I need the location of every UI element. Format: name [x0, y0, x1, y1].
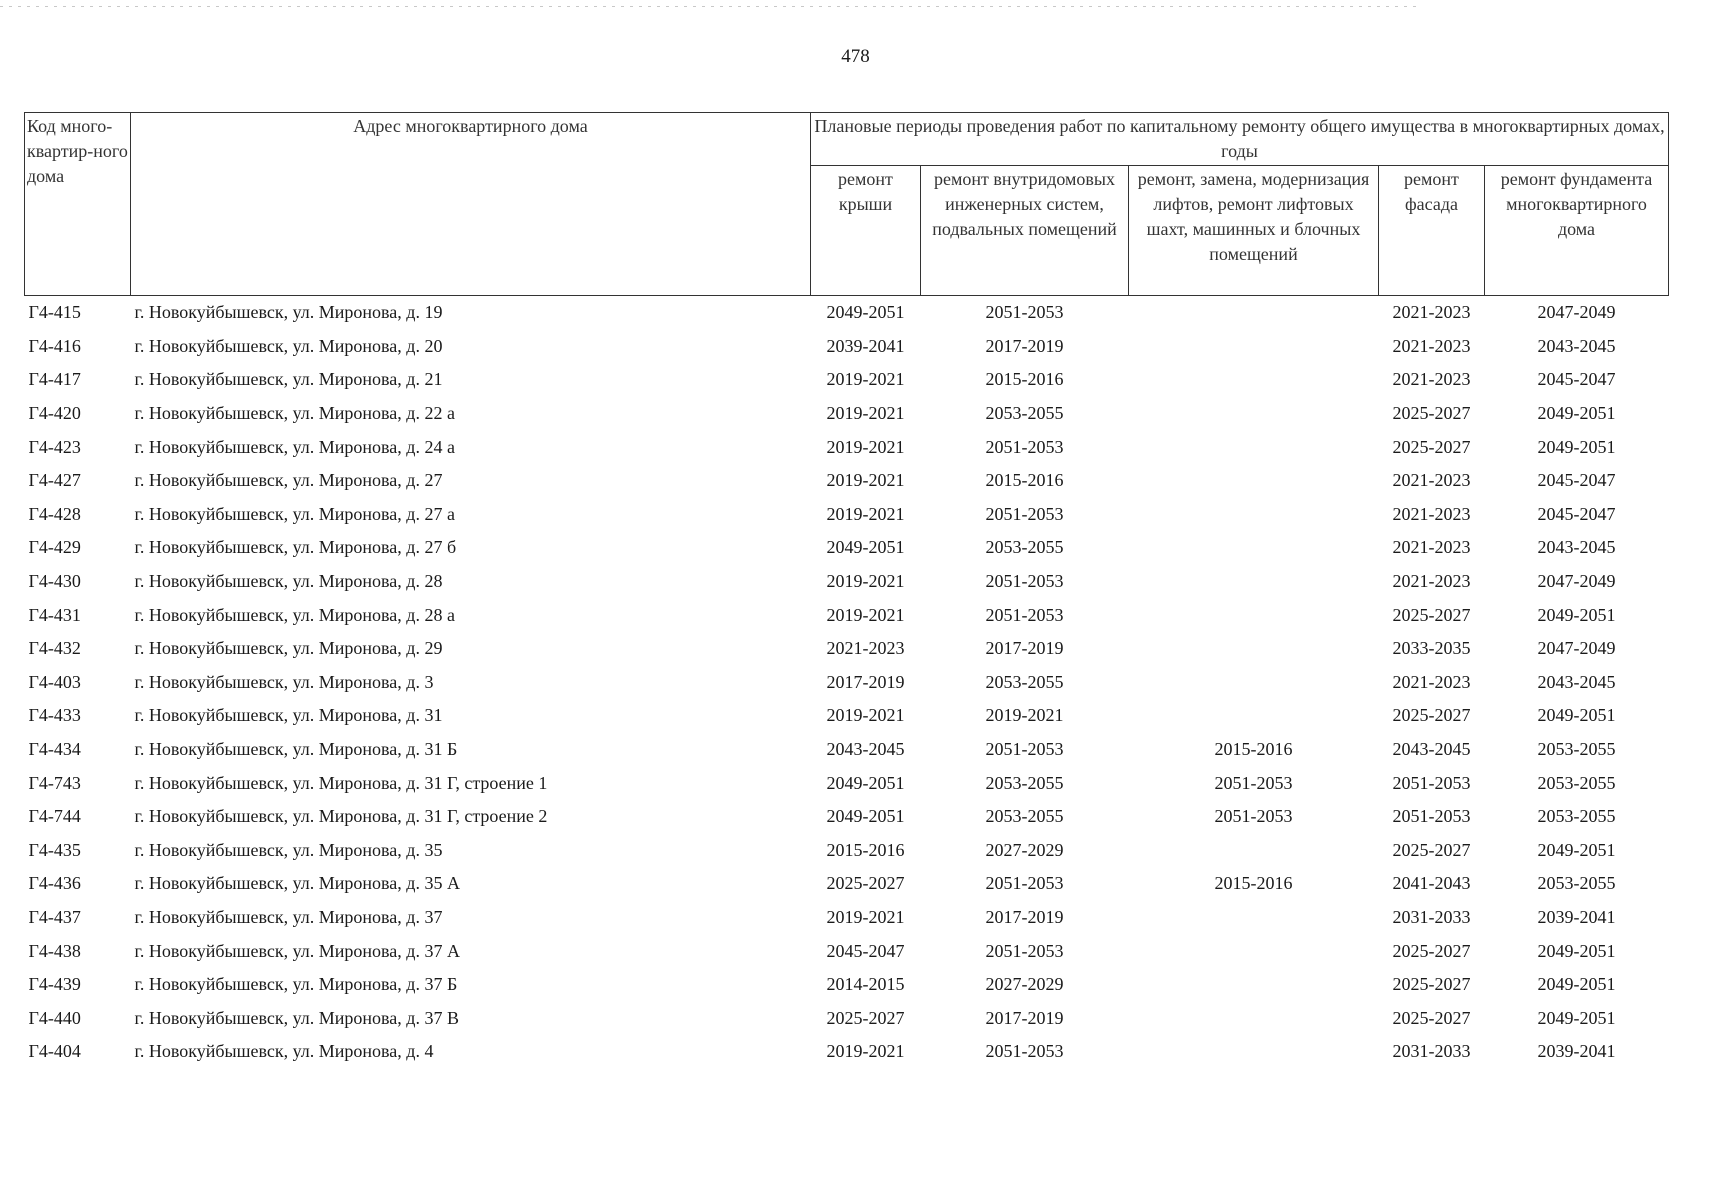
- cell-facade: 2021-2023: [1392, 470, 1471, 491]
- cell-systems: 2051-2053: [985, 302, 1064, 323]
- cell-systems: 2051-2053: [985, 503, 1064, 524]
- cell-systems: 2015-2016: [985, 470, 1064, 491]
- cell-address: г. Новокуйбышевск, ул. Миронова, д. 37: [134, 906, 443, 927]
- cell-foundation: 2053-2055: [1537, 873, 1616, 894]
- table-row: [25, 666, 1669, 700]
- cell-systems: 2019-2021: [985, 705, 1064, 726]
- table-row: [25, 498, 1669, 532]
- cell-facade: 2021-2023: [1392, 369, 1471, 390]
- table-row: [25, 363, 1669, 397]
- cell-systems: 2051-2053: [985, 604, 1064, 625]
- cell-address: г. Новокуйбышевск, ул. Миронова, д. 19: [134, 302, 443, 323]
- cell-roof: 2014-2015: [826, 974, 905, 995]
- header-elevators: ремонт, замена, модернизация лифтов, ремонт лифтовых шахт, машинных и блочных помещений: [1129, 166, 1379, 296]
- cell-systems: 2015-2016: [985, 369, 1064, 390]
- table-row: [25, 397, 1669, 431]
- cell-systems: 2053-2055: [985, 772, 1064, 793]
- cell-foundation: 2039-2041: [1537, 906, 1616, 927]
- cell-code: Г4-403: [28, 671, 81, 692]
- cell-address: г. Новокуйбышевск, ул. Миронова, д. 31 Г, строение 1: [134, 772, 548, 793]
- table-row: [25, 733, 1669, 767]
- cell-foundation: 2047-2049: [1537, 302, 1616, 323]
- cell-elevators: [1129, 430, 1379, 464]
- cell-facade: 2033-2035: [1392, 638, 1471, 659]
- cell-code: Г4-432: [28, 638, 81, 659]
- cell-foundation: 2043-2045: [1537, 335, 1616, 356]
- cell-foundation: 2049-2051: [1537, 403, 1616, 424]
- cell-roof: 2049-2051: [826, 772, 905, 793]
- cell-facade: 2043-2045: [1392, 739, 1471, 760]
- cell-elevators: [1129, 565, 1379, 599]
- cell-roof: 2019-2021: [826, 436, 905, 457]
- cell-foundation: 2047-2049: [1537, 571, 1616, 592]
- cell-code: Г4-436: [28, 873, 81, 894]
- header-systems: ремонт внутридомовых инженерных систем, подвальных помещений: [921, 166, 1129, 296]
- cell-facade: 2025-2027: [1392, 604, 1471, 625]
- cell-roof: 2017-2019: [826, 671, 905, 692]
- cell-systems: 2051-2053: [985, 940, 1064, 961]
- cell-elevators: 2051-2053: [1214, 772, 1293, 793]
- header-roof: ремонт крыши: [811, 166, 921, 296]
- cell-elevators: [1129, 397, 1379, 431]
- cell-address: г. Новокуйбышевск, ул. Миронова, д. 27: [134, 470, 443, 491]
- table-row: [25, 1035, 1669, 1069]
- cell-roof: 2019-2021: [826, 906, 905, 927]
- cell-roof: 2049-2051: [826, 302, 905, 323]
- cell-facade: 2051-2053: [1392, 806, 1471, 827]
- table-row: [25, 430, 1669, 464]
- cell-roof: 2019-2021: [826, 1041, 905, 1062]
- scan-artifact-line: [0, 6, 1420, 7]
- cell-elevators: [1129, 498, 1379, 532]
- table-row: [25, 565, 1669, 599]
- cell-roof: 2025-2027: [826, 1007, 905, 1028]
- cell-address: г. Новокуйбышевск, ул. Миронова, д. 27 а: [134, 503, 455, 524]
- cell-roof: 2021-2023: [826, 638, 905, 659]
- cell-facade: 2041-2043: [1392, 873, 1471, 894]
- cell-address: г. Новокуйбышевск, ул. Миронова, д. 21: [134, 369, 443, 390]
- cell-facade: 2031-2033: [1392, 906, 1471, 927]
- cell-facade: 2025-2027: [1392, 403, 1471, 424]
- cell-address: г. Новокуйбышевск, ул. Миронова, д. 31 Г, строение 2: [134, 806, 548, 827]
- cell-address: г. Новокуйбышевск, ул. Миронова, д. 4: [134, 1041, 434, 1062]
- cell-elevators: [1129, 1035, 1379, 1069]
- cell-facade: 2021-2023: [1392, 671, 1471, 692]
- cell-systems: 2053-2055: [985, 806, 1064, 827]
- cell-elevators: [1129, 330, 1379, 364]
- header-periods-group: Плановые периоды проведения работ по капитальному ремонту общего имущества в многоквартирных домах, годы: [811, 113, 1669, 166]
- cell-facade: 2025-2027: [1392, 974, 1471, 995]
- cell-facade: 2021-2023: [1392, 537, 1471, 558]
- cell-roof: 2019-2021: [826, 369, 905, 390]
- cell-address: г. Новокуйбышевск, ул. Миронова, д. 3: [134, 671, 434, 692]
- cell-facade: 2021-2023: [1392, 503, 1471, 524]
- cell-code: Г4-429: [28, 537, 81, 558]
- cell-facade: 2051-2053: [1392, 772, 1471, 793]
- table-row: [25, 1001, 1669, 1035]
- cell-foundation: 2047-2049: [1537, 638, 1616, 659]
- cell-facade: 2021-2023: [1392, 335, 1471, 356]
- cell-facade: 2025-2027: [1392, 839, 1471, 860]
- cell-foundation: 2053-2055: [1537, 806, 1616, 827]
- cell-elevators: [1129, 934, 1379, 968]
- cell-code: Г4-435: [28, 839, 81, 860]
- cell-systems: 2051-2053: [985, 436, 1064, 457]
- cell-roof: 2043-2045: [826, 739, 905, 760]
- cell-address: г. Новокуйбышевск, ул. Миронова, д. 37 А: [134, 940, 460, 961]
- cell-foundation: 2045-2047: [1537, 369, 1616, 390]
- cell-foundation: 2039-2041: [1537, 1041, 1616, 1062]
- cell-elevators: [1129, 632, 1379, 666]
- table-row: [25, 296, 1669, 330]
- cell-roof: 2025-2027: [826, 873, 905, 894]
- cell-code: Г4-744: [28, 806, 81, 827]
- cell-code: Г4-431: [28, 604, 81, 625]
- table-row: [25, 766, 1669, 800]
- header-facade: ремонт фасада: [1379, 166, 1485, 296]
- table-header: [25, 113, 1669, 296]
- cell-code: Г4-417: [28, 369, 81, 390]
- cell-code: Г4-433: [28, 705, 81, 726]
- cell-roof: 2015-2016: [826, 839, 905, 860]
- cell-roof: 2019-2021: [826, 571, 905, 592]
- table-row: [25, 330, 1669, 364]
- cell-foundation: 2049-2051: [1537, 839, 1616, 860]
- cell-foundation: 2049-2051: [1537, 974, 1616, 995]
- cell-code: Г4-420: [28, 403, 81, 424]
- cell-address: г. Новокуйбышевск, ул. Миронова, д. 35: [134, 839, 443, 860]
- table-row: [25, 968, 1669, 1002]
- cell-roof: 2049-2051: [826, 537, 905, 558]
- cell-foundation: 2049-2051: [1537, 604, 1616, 625]
- cell-facade: 2025-2027: [1392, 705, 1471, 726]
- cell-address: г. Новокуйбышевск, ул. Миронова, д. 20: [134, 335, 443, 356]
- table-row: [25, 531, 1669, 565]
- cell-foundation: 2053-2055: [1537, 772, 1616, 793]
- cell-roof: 2019-2021: [826, 604, 905, 625]
- table-row: [25, 464, 1669, 498]
- cell-foundation: 2049-2051: [1537, 1007, 1616, 1028]
- cell-address: г. Новокуйбышевск, ул. Миронова, д. 31 Б: [134, 739, 458, 760]
- cell-code: Г4-437: [28, 906, 81, 927]
- cell-address: г. Новокуйбышевск, ул. Миронова, д. 28: [134, 571, 443, 592]
- cell-code: Г4-440: [28, 1007, 81, 1028]
- table-row: [25, 598, 1669, 632]
- cell-facade: 2025-2027: [1392, 1007, 1471, 1028]
- cell-code: Г4-427: [28, 470, 81, 491]
- cell-address: г. Новокуйбышевск, ул. Миронова, д. 24 а: [134, 436, 455, 457]
- cell-elevators: [1129, 464, 1379, 498]
- cell-roof: 2019-2021: [826, 470, 905, 491]
- cell-elevators: [1129, 901, 1379, 935]
- cell-code: Г4-439: [28, 974, 81, 995]
- cell-elevators: [1129, 598, 1379, 632]
- table-row: [25, 934, 1669, 968]
- cell-address: г. Новокуйбышевск, ул. Миронова, д. 27 б: [134, 537, 457, 558]
- cell-address: г. Новокуйбышевск, ул. Миронова, д. 28 а: [134, 604, 455, 625]
- cell-code: Г4-743: [28, 772, 81, 793]
- cell-systems: 2053-2055: [985, 403, 1064, 424]
- table-row: [25, 632, 1669, 666]
- cell-facade: 2021-2023: [1392, 302, 1471, 323]
- header-code: Код много-квартир-ного дома: [25, 113, 131, 296]
- cell-systems: 2017-2019: [985, 906, 1064, 927]
- cell-systems: 2017-2019: [985, 638, 1064, 659]
- cell-address: г. Новокуйбышевск, ул. Миронова, д. 22 а: [134, 403, 455, 424]
- cell-foundation: 2045-2047: [1537, 503, 1616, 524]
- cell-systems: 2027-2029: [985, 839, 1064, 860]
- cell-roof: 2019-2021: [826, 503, 905, 524]
- cell-roof: 2019-2021: [826, 705, 905, 726]
- cell-code: Г4-430: [28, 571, 81, 592]
- cell-address: г. Новокуйбышевск, ул. Миронова, д. 29: [134, 638, 443, 659]
- cell-facade: 2025-2027: [1392, 436, 1471, 457]
- cell-foundation: 2043-2045: [1537, 537, 1616, 558]
- cell-elevators: [1129, 363, 1379, 397]
- cell-address: г. Новокуйбышевск, ул. Миронова, д. 35 А: [134, 873, 460, 894]
- cell-foundation: 2049-2051: [1537, 436, 1616, 457]
- table-row: [25, 901, 1669, 935]
- table-body: [25, 296, 1669, 1069]
- cell-elevators: 2051-2053: [1214, 806, 1293, 827]
- cell-code: Г4-428: [28, 503, 81, 524]
- cell-systems: 2053-2055: [985, 537, 1064, 558]
- table-row: [25, 699, 1669, 733]
- cell-systems: 2053-2055: [985, 671, 1064, 692]
- cell-systems: 2027-2029: [985, 974, 1064, 995]
- cell-address: г. Новокуйбышевск, ул. Миронова, д. 37 Б: [134, 974, 458, 995]
- cell-address: г. Новокуйбышевск, ул. Миронова, д. 37 В: [134, 1007, 459, 1028]
- cell-foundation: 2043-2045: [1537, 671, 1616, 692]
- cell-systems: 2051-2053: [985, 739, 1064, 760]
- cell-elevators: 2015-2016: [1214, 739, 1293, 760]
- cell-address: г. Новокуйбышевск, ул. Миронова, д. 31: [134, 705, 443, 726]
- cell-foundation: 2049-2051: [1537, 705, 1616, 726]
- cell-elevators: [1129, 699, 1379, 733]
- cell-systems: 2051-2053: [985, 873, 1064, 894]
- page-number: 478: [841, 46, 870, 67]
- cell-elevators: 2015-2016: [1214, 873, 1293, 894]
- cell-facade: 2021-2023: [1392, 571, 1471, 592]
- header-address: Адрес многоквартирного дома: [131, 113, 811, 296]
- capital-repair-table: [24, 112, 1669, 1069]
- table-row: [25, 800, 1669, 834]
- cell-code: Г4-416: [28, 335, 81, 356]
- cell-systems: 2051-2053: [985, 571, 1064, 592]
- cell-systems: 2017-2019: [985, 1007, 1064, 1028]
- cell-foundation: 2053-2055: [1537, 739, 1616, 760]
- cell-code: Г4-415: [28, 302, 81, 323]
- cell-elevators: [1129, 531, 1379, 565]
- cell-facade: 2025-2027: [1392, 940, 1471, 961]
- cell-roof: 2019-2021: [826, 403, 905, 424]
- cell-elevators: [1129, 1001, 1379, 1035]
- cell-roof: 2049-2051: [826, 806, 905, 827]
- cell-facade: 2031-2033: [1392, 1041, 1471, 1062]
- cell-roof: 2045-2047: [826, 940, 905, 961]
- cell-code: Г4-404: [28, 1041, 81, 1062]
- cell-code: Г4-438: [28, 940, 81, 961]
- cell-systems: 2017-2019: [985, 335, 1064, 356]
- cell-code: Г4-423: [28, 436, 81, 457]
- table-row: [25, 834, 1669, 868]
- cell-elevators: [1129, 968, 1379, 1002]
- cell-code: Г4-434: [28, 739, 81, 760]
- cell-foundation: 2045-2047: [1537, 470, 1616, 491]
- table-row: [25, 867, 1669, 901]
- cell-roof: 2039-2041: [826, 335, 905, 356]
- cell-elevators: [1129, 834, 1379, 868]
- cell-elevators: [1129, 666, 1379, 700]
- header-foundation: ремонт фундамента многоквартирного дома: [1485, 166, 1669, 296]
- cell-systems: 2051-2053: [985, 1041, 1064, 1062]
- cell-elevators: [1129, 296, 1379, 330]
- cell-foundation: 2049-2051: [1537, 940, 1616, 961]
